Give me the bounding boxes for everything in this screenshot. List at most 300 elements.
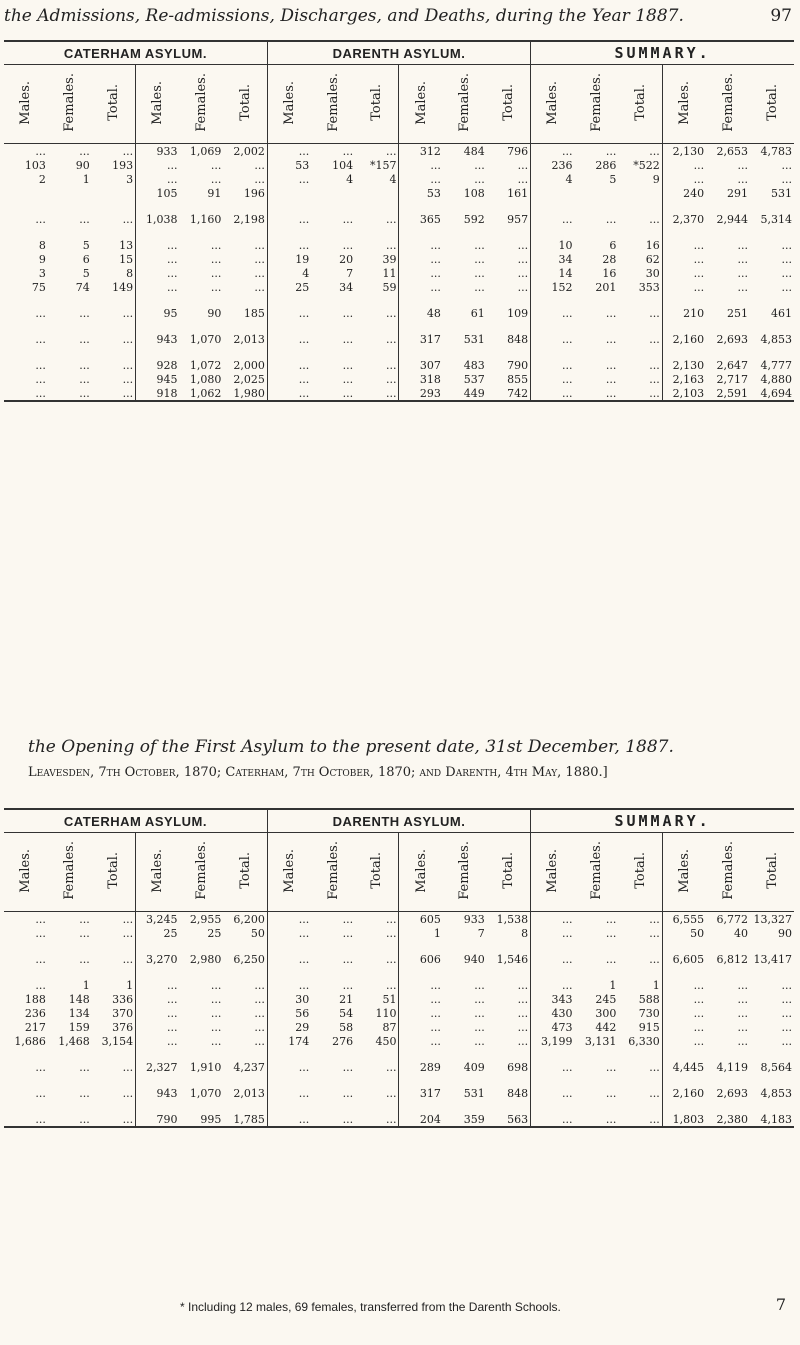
table-cell: 2,013: [233, 332, 265, 346]
table-cell: ...: [517, 172, 529, 186]
table-cell: [48, 346, 92, 358]
table-cell: [136, 200, 180, 212]
column-header-males: Males.: [676, 80, 692, 125]
table-cell: 484: [463, 144, 485, 158]
table-cell: 53: [399, 186, 443, 200]
table-cell: [92, 966, 136, 978]
table-cell: ...: [385, 332, 397, 346]
table-cell: ...: [517, 992, 529, 1006]
table-cell: 317: [399, 332, 443, 346]
table-cell: ...: [35, 372, 46, 386]
table-cell: ...: [781, 1034, 792, 1048]
table-cell: [487, 200, 531, 212]
table-row: [4, 926, 794, 940]
table-cell: 289: [399, 1060, 443, 1074]
table-cell: 848: [507, 332, 529, 346]
table-cell: ...: [254, 238, 265, 252]
table-cell: 957: [507, 212, 529, 226]
table-cell: 188: [24, 992, 46, 1006]
table-cell: 730: [638, 1006, 660, 1020]
table-cell: 34: [531, 252, 575, 266]
table-cell: 2,130: [662, 358, 706, 372]
table-cell: ...: [605, 1086, 617, 1100]
table-cell: 91: [207, 186, 222, 200]
table-row: [4, 238, 794, 252]
table-cell: ...: [737, 992, 749, 1006]
table-cell: [4, 1048, 48, 1060]
table-cell: ...: [342, 238, 354, 252]
table-cell: [223, 200, 267, 212]
column-header-females: Females.: [193, 841, 209, 900]
table-cell: ...: [311, 386, 355, 401]
table-cell: ...: [122, 372, 134, 386]
table-cell: [531, 1074, 575, 1086]
footer-page-number: 7: [775, 1295, 786, 1314]
table-cell: 6,330: [628, 1034, 660, 1048]
table-cell: ...: [662, 266, 706, 280]
table-cell: ...: [79, 912, 90, 926]
table-cell: ...: [342, 978, 354, 992]
table-cell: [618, 1100, 662, 1112]
table-cell: ...: [737, 172, 749, 186]
table-cell: [136, 940, 180, 952]
table-cell: 449: [443, 386, 487, 401]
table-cell: [92, 1100, 136, 1112]
table-cell: [487, 294, 531, 306]
darenth-heading: DARENTH ASYLUM.: [267, 809, 530, 833]
table-cell: ...: [35, 926, 46, 940]
table-cell: [4, 1100, 48, 1112]
table-cell: 2,380: [706, 1112, 750, 1127]
table-cell: 2,160: [662, 332, 706, 346]
table-cell: [311, 346, 355, 358]
table-cell: 6: [82, 252, 90, 266]
table-cell: ...: [531, 332, 575, 346]
table-cell: ...: [311, 1112, 355, 1127]
table-cell: 286: [595, 158, 617, 172]
table-cell: 58: [339, 1020, 354, 1034]
table-cell: ...: [267, 372, 311, 386]
table-cell: ...: [531, 212, 575, 226]
summary-heading: SUMMARY.: [531, 809, 794, 833]
table-cell: [618, 940, 662, 952]
table-cell: [487, 966, 531, 978]
table-cell: [136, 1048, 180, 1060]
table-cell: [48, 226, 92, 238]
table-cell: 3,270: [136, 952, 180, 966]
table-cell: ...: [210, 172, 222, 186]
table-cell: 276: [332, 1034, 354, 1048]
table-cell: 2,198: [233, 212, 265, 226]
column-header-females: Females.: [62, 73, 78, 132]
table-cell: ...: [662, 280, 706, 294]
table-cell: [575, 1074, 619, 1086]
table-cell: 103: [24, 158, 46, 172]
table-cell: 995: [180, 1112, 224, 1127]
table-cell: ...: [781, 978, 792, 992]
table-cell: 4,694: [750, 386, 794, 401]
table-cell: ...: [122, 212, 134, 226]
table-cell: [575, 966, 619, 978]
table-cell: [267, 186, 311, 200]
table-cell: [180, 200, 224, 212]
table-cell: [662, 320, 706, 332]
table-cell: [180, 294, 224, 306]
table-cell: ...: [267, 1060, 311, 1074]
table-cell: 473: [531, 1020, 575, 1034]
table-cell: ...: [385, 1060, 397, 1074]
table-cell: ...: [737, 252, 749, 266]
table-cell: 483: [463, 358, 485, 372]
table-cell: [443, 1048, 487, 1060]
table-cell: 370: [112, 1006, 134, 1020]
table-cell: [750, 1074, 794, 1086]
table-cell: ...: [254, 1006, 265, 1020]
table-cell: 6,605: [662, 952, 706, 966]
table-cell: 4,853: [760, 332, 792, 346]
table-cell: 933: [136, 144, 180, 159]
table-cell: ...: [662, 1034, 706, 1048]
table-cell: [662, 226, 706, 238]
table-cell: ...: [136, 238, 180, 252]
table-cell: ...: [737, 978, 749, 992]
table-cell: ...: [254, 158, 265, 172]
table-cell: ...: [517, 1006, 529, 1020]
column-header-females: Females.: [193, 73, 209, 132]
table-cell: [443, 320, 487, 332]
table-cell: [618, 1048, 662, 1060]
table-cell: 1,546: [496, 952, 529, 966]
table-cell: ...: [781, 158, 792, 172]
table-row: [4, 332, 794, 346]
table-cell: ...: [517, 252, 529, 266]
table-cell: ...: [92, 1112, 136, 1127]
page-number: 97: [770, 6, 792, 26]
column-header-females: Females.: [62, 841, 78, 900]
table-cell: [750, 200, 794, 212]
table-cell: 13: [119, 238, 134, 252]
table-cell: [311, 1074, 355, 1086]
table-cell: [4, 226, 48, 238]
column-header-females: Females.: [325, 73, 341, 132]
table-cell: [706, 346, 750, 358]
table-cell: ...: [385, 306, 397, 320]
table-cell: 4,777: [760, 358, 792, 372]
column-header-total: Total.: [500, 84, 516, 121]
table-cell: 2,000: [233, 358, 265, 372]
table-cell: [575, 346, 619, 358]
table-cell: ...: [210, 1006, 222, 1020]
table-cell: 2,944: [716, 212, 749, 226]
table-cell: 1,160: [189, 212, 222, 226]
table-cell: ...: [474, 238, 485, 252]
table-cell: ...: [531, 306, 575, 320]
column-header-males: Males.: [676, 848, 692, 893]
table-cell: 2,653: [716, 144, 749, 158]
table-cell: ...: [35, 1086, 46, 1100]
table-cell: ...: [781, 1020, 792, 1034]
table-cell: ...: [79, 926, 90, 940]
table-cell: [750, 226, 794, 238]
table-cell: ...: [531, 912, 575, 927]
table-cell: [750, 320, 794, 332]
table-cell: ...: [605, 912, 617, 926]
table-cell: [487, 226, 531, 238]
table-cell: [180, 1048, 224, 1060]
table-cell: 2,370: [662, 212, 706, 226]
table-cell: [575, 320, 619, 332]
table-cell: ...: [35, 952, 46, 966]
table-cell: ...: [605, 926, 617, 940]
table-cell: 1,910: [189, 1060, 222, 1074]
table-cell: [355, 320, 399, 332]
column-header-males: Males.: [282, 80, 298, 125]
table-row: [4, 346, 794, 358]
table-cell: ...: [267, 172, 311, 186]
table-cell: 2: [38, 172, 46, 186]
table-cell: ...: [342, 952, 354, 966]
table-cell: 240: [662, 186, 706, 200]
table-cell: [4, 320, 48, 332]
table-cell: 933: [463, 912, 485, 926]
table-cell: ...: [385, 238, 397, 252]
table-cell: ...: [342, 144, 354, 158]
table-cell: *522: [633, 158, 660, 172]
table-row: [4, 226, 794, 238]
column-header-males: Males.: [413, 848, 429, 893]
table-cell: 317: [399, 1086, 443, 1100]
table-cell: [531, 294, 575, 306]
table-row: [4, 1006, 794, 1020]
table-cell: ...: [267, 1086, 311, 1100]
table-row: [4, 992, 794, 1006]
table-cell: 450: [375, 1034, 397, 1048]
table-cell: 11: [382, 266, 397, 280]
table-cell: ...: [254, 1034, 265, 1048]
table-cell: ...: [35, 978, 46, 992]
table-cell: 14: [531, 266, 575, 280]
table-cell: 30: [645, 266, 660, 280]
table-row: [4, 1020, 794, 1034]
table-cell: [575, 940, 619, 952]
table-cell: ...: [474, 978, 485, 992]
table-cell: [399, 940, 443, 952]
table-cell: 2,160: [662, 1086, 706, 1100]
table-cell: ...: [649, 144, 660, 158]
table-cell: ...: [210, 238, 222, 252]
table-row: [4, 294, 794, 306]
table-row: [4, 280, 794, 294]
table-row: [4, 912, 794, 927]
table-cell: 318: [399, 372, 443, 386]
table-cell: [92, 940, 136, 952]
table-cell: ...: [605, 952, 617, 966]
table-cell: 25: [207, 926, 222, 940]
table-cell: 4,183: [750, 1112, 794, 1127]
table-cell: [443, 940, 487, 952]
table-cell: [223, 226, 267, 238]
table-cell: 2,647: [716, 358, 749, 372]
table-cell: [92, 186, 136, 200]
table-cell: [487, 346, 531, 358]
table-cell: ...: [79, 306, 90, 320]
table-cell: ...: [399, 1020, 443, 1034]
table-cell: ...: [649, 358, 660, 372]
table-cell: ...: [210, 1034, 222, 1048]
table-cell: ...: [531, 358, 575, 372]
column-header-females: Females.: [588, 73, 604, 132]
table-cell: 928: [136, 358, 180, 372]
table-cell: 3: [126, 172, 134, 186]
table-cell: ...: [517, 280, 529, 294]
table-cell: 159: [68, 1020, 90, 1034]
table-cell: ...: [474, 172, 485, 186]
table-cell: ...: [399, 172, 443, 186]
table-cell: 1,038: [136, 212, 180, 226]
table-cell: [618, 1074, 662, 1086]
table-cell: [618, 346, 662, 358]
table-cell: ...: [531, 926, 575, 940]
table-cell: ...: [79, 1086, 90, 1100]
table-cell: [180, 1074, 224, 1086]
table-cell: 1: [652, 978, 660, 992]
table-cell: ...: [79, 212, 90, 226]
table-row: [4, 940, 794, 952]
column-header-females: Females.: [588, 841, 604, 900]
table-cell: 109: [507, 306, 529, 320]
table-cell: [223, 1100, 267, 1112]
table-cell: [48, 940, 92, 952]
table-cell: [399, 1048, 443, 1060]
table-cell: ...: [474, 1006, 485, 1020]
table-row: [4, 1034, 794, 1048]
column-header-total: Total.: [500, 852, 516, 889]
table-cell: ...: [618, 386, 662, 401]
table-cell: ...: [662, 1006, 706, 1020]
table-cell: ...: [399, 266, 443, 280]
table-cell: 1,070: [189, 332, 222, 346]
table-cell: [487, 940, 531, 952]
table-cell: [311, 1048, 355, 1060]
table-cell: ...: [399, 252, 443, 266]
table-cell: [750, 940, 794, 952]
table-cell: [92, 1074, 136, 1086]
table-row: [4, 1048, 794, 1060]
table-cell: ...: [399, 1006, 443, 1020]
table-cell: 15: [119, 252, 134, 266]
table-cell: [399, 226, 443, 238]
table-cell: 343: [531, 992, 575, 1006]
table-cell: ...: [267, 332, 311, 346]
table-cell: ...: [649, 372, 660, 386]
table-cell: 698: [507, 1060, 529, 1074]
table-row: [4, 1112, 794, 1127]
table-cell: ...: [342, 332, 354, 346]
table-cell: 174: [267, 1034, 311, 1048]
table-cell: 1: [126, 978, 134, 992]
table-cell: 2,717: [716, 372, 749, 386]
table-cell: 90: [75, 158, 90, 172]
table-cell: 6,812: [716, 952, 749, 966]
table-cell: ...: [474, 252, 485, 266]
table-cell: [750, 1100, 794, 1112]
table-cell: 7: [477, 926, 485, 940]
column-header-total: Total.: [237, 84, 253, 121]
table-cell: 3,154: [101, 1034, 134, 1048]
table-cell: ...: [531, 372, 575, 386]
table-row: [4, 952, 794, 966]
table-cell: ...: [267, 306, 311, 320]
table-cell: 5,314: [760, 212, 792, 226]
table-cell: ...: [4, 1112, 48, 1127]
table-cell: 40: [734, 926, 749, 940]
table-cell: [48, 1048, 92, 1060]
table-cell: [136, 1100, 180, 1112]
table-cell: 855: [507, 372, 529, 386]
table-cell: 6,200: [233, 912, 265, 926]
table-cell: 606: [399, 952, 443, 966]
table-cell: 217: [24, 1020, 46, 1034]
table-cell: 104: [332, 158, 354, 172]
table-cell: [618, 226, 662, 238]
table-cell: ...: [136, 978, 180, 992]
table-cell: [92, 1048, 136, 1060]
table-cell: ...: [35, 1060, 46, 1074]
table-cell: 4: [267, 266, 311, 280]
column-header-males: Males.: [413, 80, 429, 125]
table-cell: ...: [122, 306, 134, 320]
table-cell: 8: [521, 926, 529, 940]
table-cell: ...: [649, 306, 660, 320]
table-cell: ...: [79, 332, 90, 346]
table-cell: ...: [385, 978, 397, 992]
table-cell: ...: [355, 386, 399, 401]
table-cell: [267, 294, 311, 306]
table-cell: [136, 294, 180, 306]
table-cell: [92, 226, 136, 238]
table-cell: 110: [375, 1006, 397, 1020]
table-cell: ...: [662, 158, 706, 172]
table-cell: ...: [122, 1060, 134, 1074]
table-cell: [180, 966, 224, 978]
table-cell: 2,693: [716, 1086, 749, 1100]
table-cell: 1: [399, 926, 443, 940]
table-cell: 16: [645, 238, 660, 252]
caterham-heading: CATERHAM ASYLUM.: [4, 809, 267, 833]
table-cell: ...: [737, 280, 749, 294]
table-cell: [399, 200, 443, 212]
table-cell: [223, 346, 267, 358]
table-cell: ...: [385, 358, 397, 372]
table-cell: ...: [399, 1034, 443, 1048]
table-cell: [267, 940, 311, 952]
table-cell: [662, 1074, 706, 1086]
table-cell: [92, 346, 136, 358]
column-header-females: Females.: [457, 841, 473, 900]
table-cell: 336: [112, 992, 134, 1006]
table-cell: [443, 226, 487, 238]
table-cell: ...: [781, 266, 792, 280]
table-cell: [136, 346, 180, 358]
table-cell: 605: [399, 912, 443, 927]
column-header-females: Females.: [457, 73, 473, 132]
table-cell: [531, 200, 575, 212]
table-cell: 21: [339, 992, 354, 1006]
table-cell: ...: [781, 1006, 792, 1020]
column-header-males: Males.: [18, 848, 34, 893]
table-cell: ...: [385, 952, 397, 966]
statistics-table-upper: [4, 40, 794, 402]
